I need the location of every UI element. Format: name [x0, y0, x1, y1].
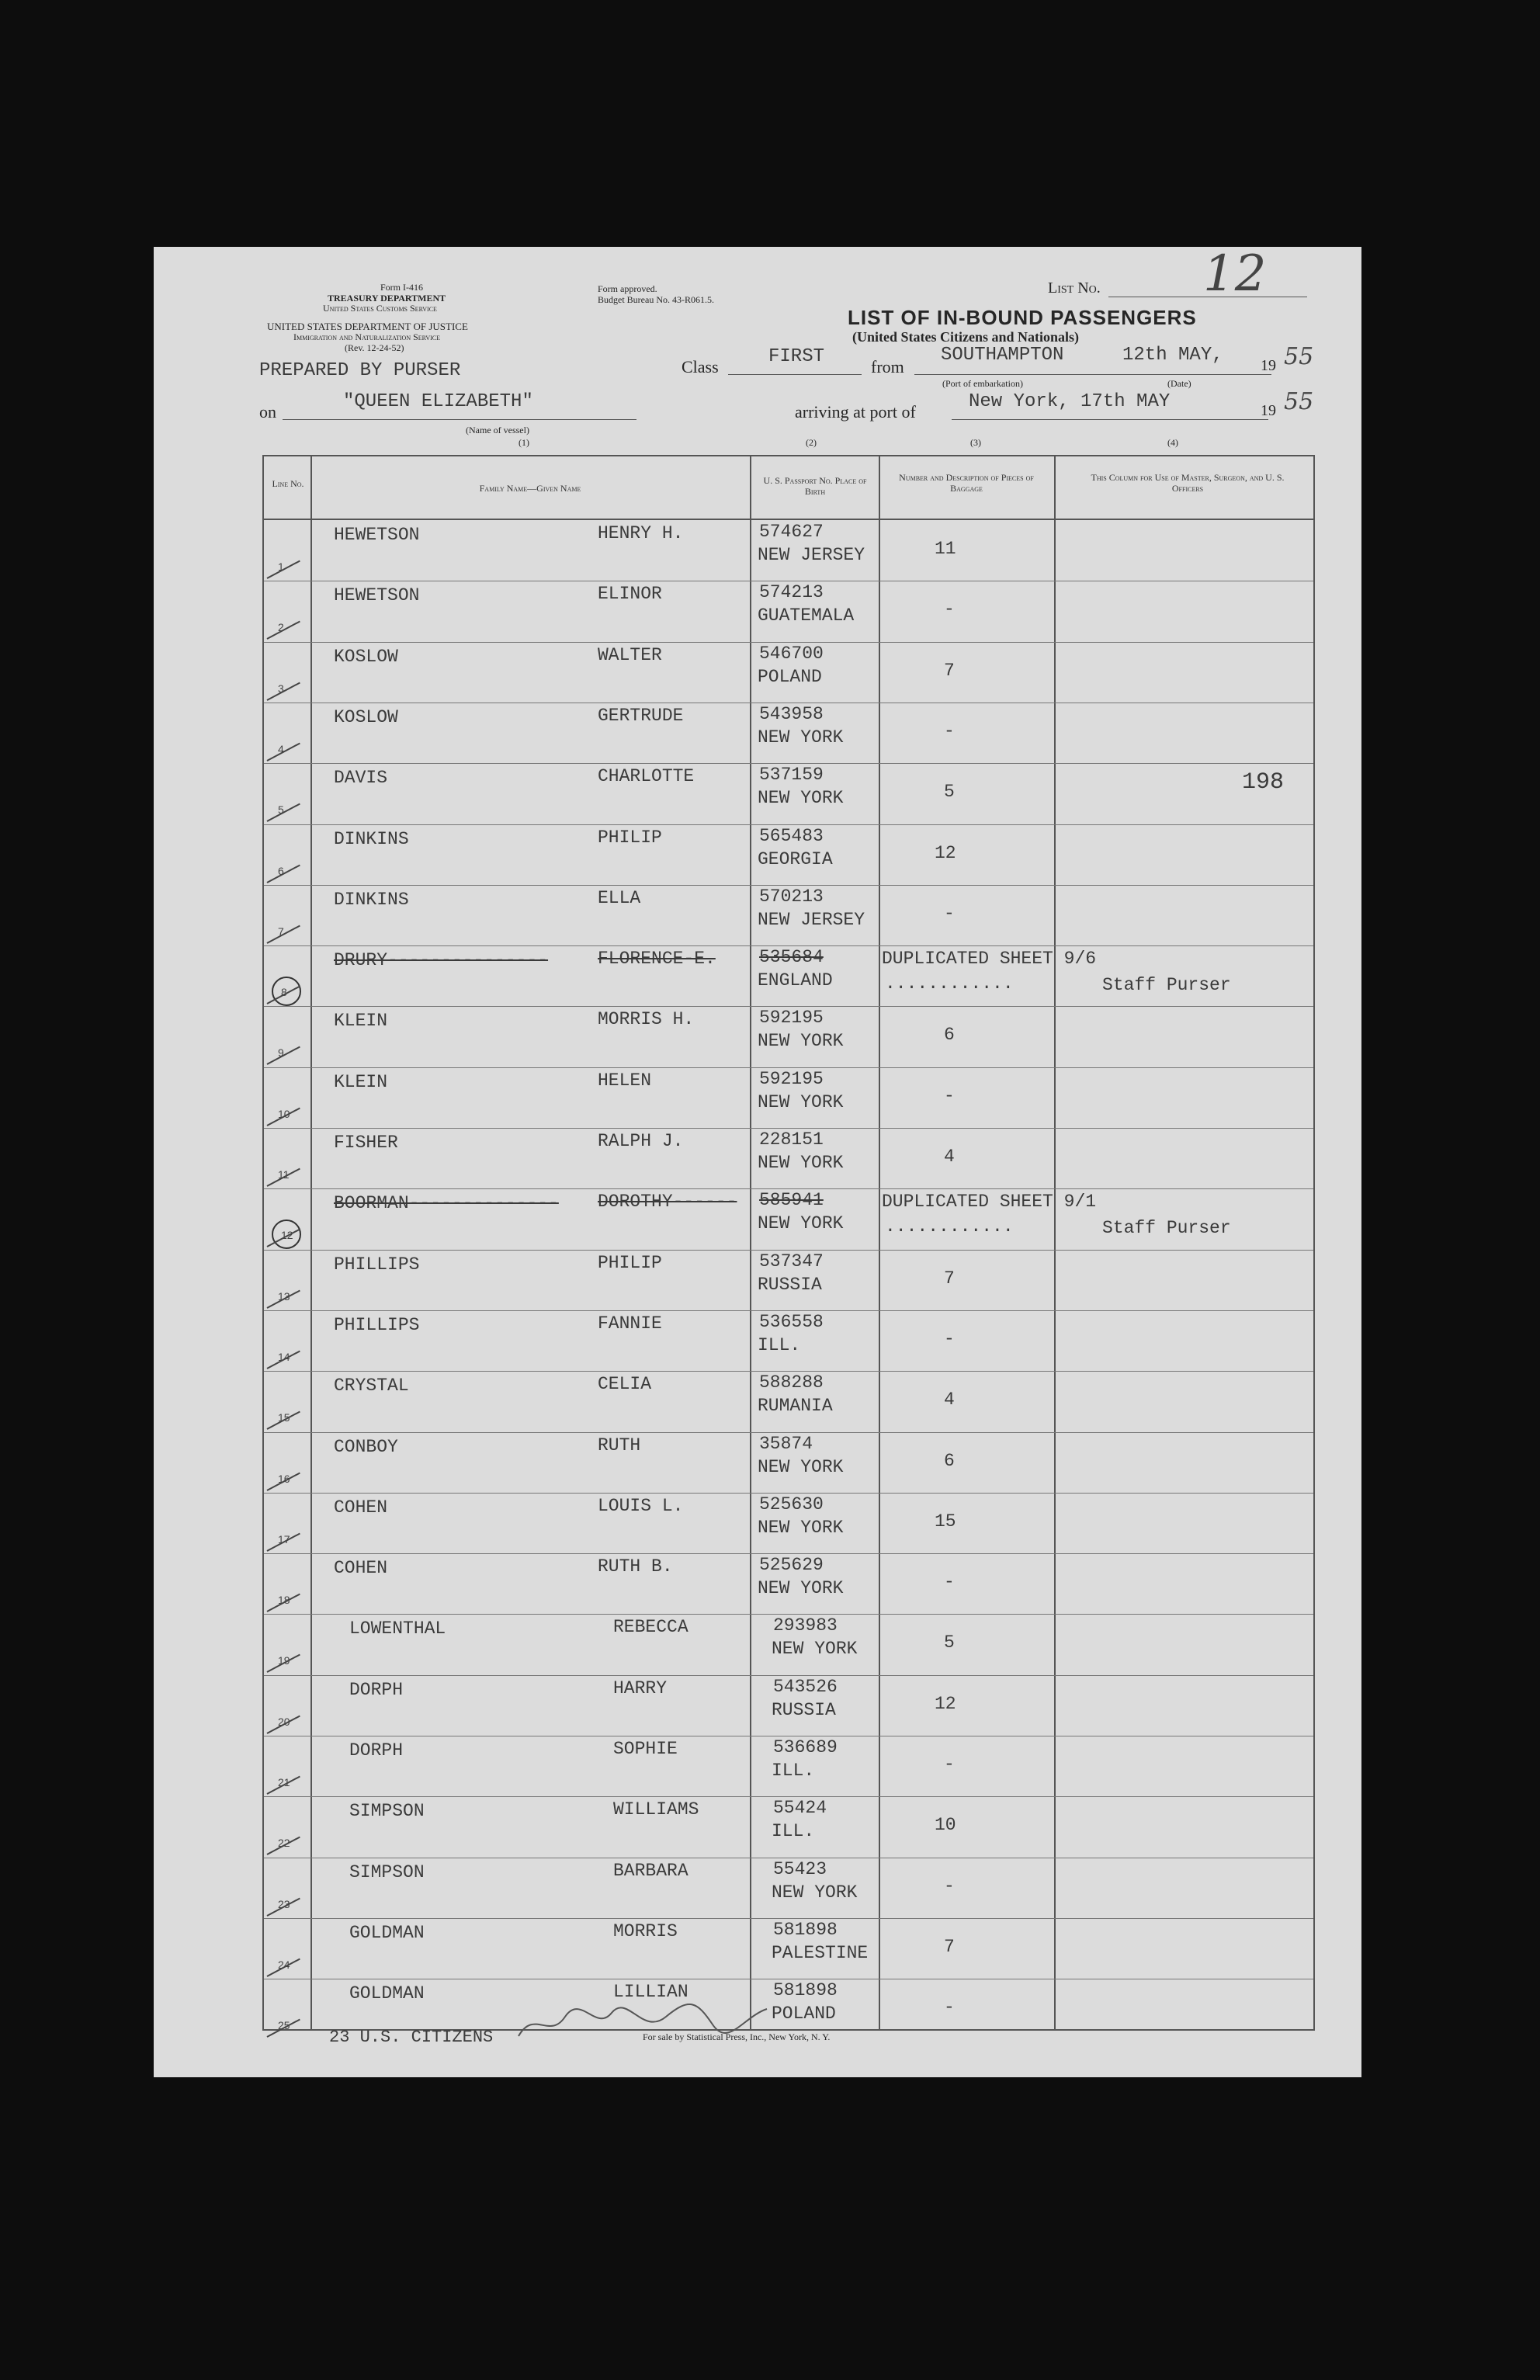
baggage-count: 4: [944, 1389, 955, 1410]
line-number: 22: [278, 1837, 290, 1850]
place-of-birth: NEW YORK: [758, 1517, 844, 1538]
place-of-birth: GEORGIA: [758, 848, 833, 869]
passport-number: 581898: [773, 1980, 838, 2001]
line-number: 16: [278, 1472, 290, 1485]
baggage-count: 7: [944, 1268, 955, 1289]
line-number: 20: [278, 1715, 290, 1728]
baggage-count: -: [944, 1875, 955, 1896]
family-name: GOLDMAN: [349, 1983, 425, 2004]
line-number: 9: [278, 1046, 284, 1060]
from-label: from: [871, 357, 904, 376]
passport-number: 581898: [773, 1919, 838, 1940]
line-number: 25: [278, 2019, 290, 2032]
row-divider: [264, 1493, 1313, 1494]
year2-value: 55: [1284, 388, 1314, 415]
place-of-birth: RUSSIA: [758, 1274, 822, 1295]
customs-service: United States Customs Service: [323, 303, 437, 314]
family-name: DINKINS: [334, 828, 409, 849]
given-name: RALPH J.: [598, 1131, 684, 1151]
passport-number: 574627: [759, 522, 824, 542]
row-divider: [264, 1918, 1313, 1919]
year2-prefix: 19: [1261, 402, 1276, 419]
place-of-birth: NEW YORK: [772, 1639, 858, 1660]
passport-number: 537159: [759, 765, 824, 786]
baggage-count: -: [944, 1572, 955, 1593]
given-name: RUTH: [598, 1435, 641, 1455]
line-number: 6: [278, 864, 284, 877]
baggage-count: 6: [944, 1025, 955, 1046]
row-divider: [264, 763, 1313, 764]
row-divider: [264, 1553, 1313, 1554]
place-of-birth: ILL.: [758, 1334, 801, 1355]
family-name: FISHER: [334, 1133, 398, 1153]
family-name: PHILLIPS: [334, 1254, 420, 1275]
form-subtitle: (United States Citizens and Nationals): [852, 329, 1080, 345]
family-name: DORPH: [349, 1740, 404, 1761]
row-divider: [264, 1188, 1313, 1189]
year-value: 55: [1284, 343, 1314, 370]
family-name: GOLDMAN: [349, 1922, 425, 1943]
given-name: LOUIS L.: [598, 1495, 684, 1516]
header-name: Family Name—Given Name: [479, 483, 581, 494]
family-name: DINKINS: [334, 889, 409, 910]
passport-number: 585941: [759, 1190, 824, 1211]
passport-number: 525630: [759, 1494, 824, 1514]
passport-number: 536558: [759, 1311, 824, 1332]
row-divider: [264, 1614, 1313, 1615]
row-divider: [264, 1006, 1313, 1007]
place-of-birth: NEW JERSEY: [758, 909, 865, 930]
budget-bureau: Budget Bureau No. 43-R061.5.: [598, 294, 714, 305]
place-of-birth: POLAND: [772, 2004, 836, 2024]
place-of-birth: NEW YORK: [758, 1153, 844, 1173]
header-baggage: Number and Description of Pieces of Baggage: [899, 472, 1034, 494]
passport-number: 536689: [773, 1737, 838, 1757]
baggage-count: 12: [935, 1693, 956, 1714]
row-divider: [264, 1310, 1313, 1311]
passport-number: 535684: [759, 947, 824, 968]
given-name: ELINOR: [598, 584, 662, 605]
passport-number: 565483: [759, 825, 824, 846]
class-value: FIRST: [768, 346, 825, 367]
baggage-count: -: [944, 1997, 955, 2018]
family-name: CRYSTAL: [334, 1376, 409, 1396]
place-of-birth: RUSSIA: [772, 1699, 836, 1720]
given-name: LILLIAN: [613, 1982, 688, 2003]
line-number: 10: [278, 1107, 290, 1120]
line-number: 18: [278, 1594, 290, 1607]
given-name: HARRY: [613, 1677, 668, 1698]
family-name: PHILLIPS: [334, 1314, 420, 1335]
row-divider: [264, 1371, 1313, 1372]
baggage-count: -: [944, 720, 955, 741]
passport-number: 543958: [759, 703, 824, 724]
row-divider: [264, 945, 1313, 946]
family-name: HEWETSON: [334, 525, 420, 545]
family-name: HEWETSON: [334, 585, 420, 606]
baggage-count: 6: [944, 1450, 955, 1471]
baggage-count: -: [944, 903, 955, 924]
place-of-birth: NEW YORK: [758, 1031, 844, 1052]
line-number: 11: [278, 1168, 290, 1181]
row-divider: [264, 885, 1313, 886]
baggage-count: 4: [944, 1147, 955, 1167]
passport-number: 228151: [759, 1129, 824, 1150]
baggage-note: DUPLICATED SHEET 9/6: [882, 949, 1097, 970]
passport-number: 35874: [759, 1433, 813, 1454]
place-of-birth: ILL.: [772, 1821, 815, 1842]
header-officers: This Column for Use of Master, Surgeon, and U. S. Officers: [1091, 472, 1285, 494]
row-divider: [264, 1675, 1313, 1676]
place-of-birth: NEW YORK: [758, 727, 844, 748]
place-of-birth: NEW YORK: [758, 1578, 844, 1599]
baggage-note: DUPLICATED SHEET 9/1: [882, 1192, 1097, 1213]
place-of-birth: NEW YORK: [758, 1213, 844, 1234]
given-name: PHILIP: [598, 1252, 662, 1273]
embarkation-date: 12th MAY,: [1122, 345, 1223, 366]
ins-service: Immigration and Naturalization Service: [293, 331, 441, 342]
line-number: 12: [281, 1229, 293, 1242]
given-name: HELEN: [598, 1070, 652, 1091]
row-divider: [264, 1796, 1313, 1797]
col-2-index: (2): [806, 437, 817, 448]
given-name: CELIA: [598, 1374, 652, 1395]
line-number: 2: [278, 621, 284, 634]
family-name: BOORMAN--------------: [334, 1193, 559, 1214]
line-number: 24: [278, 1958, 290, 1971]
prepared-by: PREPARED BY PURSER: [259, 360, 461, 381]
purser-signature: [511, 1993, 790, 2048]
col-3-index: (3): [970, 437, 981, 448]
passport-number: 588288: [759, 1372, 824, 1393]
family-name: KLEIN: [334, 1071, 388, 1092]
given-name: WALTER: [598, 644, 662, 665]
family-name: KLEIN: [334, 1011, 388, 1032]
place-of-birth: RUMANIA: [758, 1396, 833, 1417]
line-number: 17: [278, 1532, 290, 1546]
passport-number: 574213: [759, 582, 824, 603]
line-number: 14: [278, 1350, 290, 1363]
place-of-birth: NEW YORK: [758, 788, 844, 809]
given-name: ELLA: [598, 887, 641, 908]
passport-number: 543526: [773, 1676, 838, 1697]
passport-number: 537347: [759, 1251, 824, 1272]
given-name: REBECCA: [613, 1617, 688, 1638]
form-number: Form I-416: [380, 282, 423, 293]
given-name: MORRIS H.: [598, 1009, 695, 1030]
revision: (Rev. 12-24-52): [345, 342, 404, 353]
baggage-count: -: [944, 1085, 955, 1106]
printer-line: For sale by Statistical Press, Inc., New York, N. Y.: [643, 2031, 831, 2042]
place-of-birth: PALESTINE: [772, 1942, 869, 1963]
citizen-total: 23 U.S. CITIZENS: [329, 2028, 494, 2047]
given-name: MORRIS: [613, 1920, 678, 1941]
row-divider: [264, 1250, 1313, 1251]
baggage-count: -: [944, 1328, 955, 1349]
staff-purser-note: Staff Purser: [1102, 1218, 1231, 1239]
baggage-count: -: [944, 599, 955, 620]
row-divider: [264, 642, 1313, 643]
passport-number: 55424: [773, 1798, 827, 1819]
passport-number: 592195: [759, 1068, 824, 1089]
passport-number: 55423: [773, 1858, 827, 1879]
row-divider: [264, 1128, 1313, 1129]
class-label: Class: [682, 357, 719, 376]
family-name: DAVIS: [334, 768, 388, 789]
given-name: HENRY H.: [598, 523, 684, 543]
family-name: LOWENTHAL: [349, 1618, 446, 1639]
manifest-sheet: [154, 247, 1361, 2077]
row-divider: [264, 1432, 1313, 1433]
list-no-label: List No.: [1048, 279, 1101, 297]
family-name: KOSLOW: [334, 646, 398, 667]
officer-note: 198: [1242, 769, 1285, 796]
staff-purser-note: Staff Purser: [1102, 975, 1231, 996]
line-number: 21: [278, 1776, 290, 1788]
line-number: 13: [278, 1289, 290, 1303]
given-name: RUTH B.: [598, 1556, 673, 1577]
given-name: FLORENCE-E.: [598, 949, 716, 970]
justice-dept: UNITED STATES DEPARTMENT OF JUSTICE: [267, 321, 468, 332]
header-line-no: Line No.: [272, 478, 304, 489]
baggage-count: 10: [935, 1815, 956, 1836]
family-name: KOSLOW: [334, 706, 398, 727]
given-name: BARBARA: [613, 1860, 688, 1881]
place-of-birth: GUATEMALA: [758, 605, 855, 626]
col-4-index: (4): [1167, 437, 1178, 448]
family-name: CONBOY: [334, 1436, 398, 1457]
signature-dots: ............: [885, 1216, 1014, 1237]
col-1-index: (1): [519, 437, 529, 448]
family-name: SIMPSON: [349, 1861, 425, 1882]
port-caption: (Port of embarkation): [942, 378, 1023, 389]
passport-number: 570213: [759, 886, 824, 907]
line-number: 3: [278, 682, 284, 695]
treasury-dept: TREASURY DEPARTMENT: [328, 293, 446, 304]
family-name: COHEN: [334, 1558, 388, 1579]
date-caption: (Date): [1167, 378, 1191, 389]
family-name: DORPH: [349, 1679, 404, 1700]
form-approved: Form approved.: [598, 283, 657, 294]
signature-dots: ............: [885, 973, 1014, 994]
baggage-count: 7: [944, 660, 955, 681]
passport-number: 592195: [759, 1008, 824, 1029]
family-name: SIMPSON: [349, 1801, 425, 1822]
given-name: GERTRUDE: [598, 705, 684, 726]
given-name: DOROTHY------: [598, 1192, 737, 1213]
arrival-port-date: New York, 17th MAY: [969, 391, 1171, 412]
place-of-birth: NEW YORK: [758, 1091, 844, 1112]
given-name: CHARLOTTE: [598, 766, 695, 787]
vessel-caption: (Name of vessel): [466, 425, 529, 435]
vessel-name: "QUEEN ELIZABETH": [343, 391, 533, 412]
passport-number: 293983: [773, 1615, 838, 1636]
line-number: 5: [278, 803, 284, 817]
list-number: 12: [1203, 245, 1267, 303]
baggage-count: 5: [944, 1632, 955, 1653]
line-number: 23: [278, 1897, 290, 1910]
place-of-birth: NEW YORK: [772, 1882, 858, 1903]
family-name: DRURY---------------: [334, 950, 549, 971]
place-of-birth: ENGLAND: [758, 970, 833, 991]
line-number: 8: [281, 986, 287, 999]
place-of-birth: POLAND: [758, 666, 822, 687]
year-prefix: 19: [1261, 357, 1276, 374]
baggage-count: 7: [944, 1936, 955, 1957]
port-of-embarkation: SOUTHAMPTON: [941, 345, 1064, 366]
arriving-label: arriving at port of: [795, 402, 916, 422]
baggage-count: 12: [935, 842, 956, 863]
line-number: 19: [278, 1654, 290, 1667]
place-of-birth: ILL.: [772, 1761, 815, 1781]
row-divider: [264, 1067, 1313, 1068]
place-of-birth: NEW YORK: [758, 1456, 844, 1477]
given-name: FANNIE: [598, 1313, 662, 1334]
on-label: on: [259, 402, 276, 422]
given-name: PHILIP: [598, 827, 662, 848]
header-passport: U. S. Passport No. Place of Birth: [763, 475, 867, 497]
given-name: WILLIAMS: [613, 1799, 699, 1820]
line-number: 7: [278, 925, 284, 938]
passport-number: 525629: [759, 1555, 824, 1576]
row-divider: [264, 824, 1313, 825]
line-number: 4: [278, 742, 284, 755]
line-number: 15: [278, 1411, 290, 1424]
baggage-count: 5: [944, 782, 955, 803]
baggage-count: 11: [935, 539, 956, 559]
family-name: COHEN: [334, 1497, 388, 1518]
passport-number: 546700: [759, 643, 824, 664]
baggage-count: -: [944, 1754, 955, 1775]
baggage-count: 15: [935, 1511, 956, 1532]
passenger-table: [262, 455, 1315, 2031]
given-name: SOPHIE: [613, 1739, 678, 1759]
place-of-birth: NEW JERSEY: [758, 545, 865, 565]
line-number: 1: [278, 560, 284, 573]
form-title: LIST OF IN-BOUND PASSENGERS: [848, 306, 1197, 329]
